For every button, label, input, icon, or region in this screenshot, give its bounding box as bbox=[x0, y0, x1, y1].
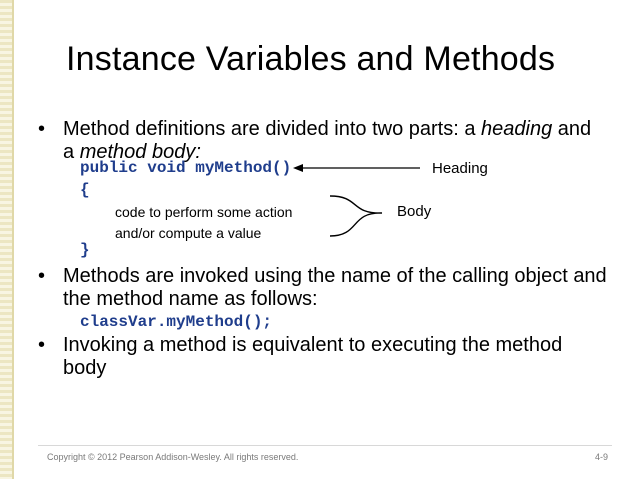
code-body-line-1: code to perform some action bbox=[115, 204, 293, 220]
code-body-line-2: and/or compute a value bbox=[115, 225, 262, 241]
bullet-marker: • bbox=[38, 265, 46, 287]
body-brace-icon bbox=[330, 196, 382, 236]
emphasis-method-body: method body: bbox=[79, 141, 201, 163]
body-label: Body bbox=[397, 203, 432, 220]
bullet-text bbox=[63, 265, 623, 311]
code-open-brace: { bbox=[80, 181, 90, 199]
bullet-marker: • bbox=[38, 334, 46, 356]
emphasis-heading: heading bbox=[481, 118, 553, 140]
bullet-text-line: body bbox=[63, 357, 107, 379]
heading-arrow-head bbox=[293, 164, 303, 172]
bullet-text bbox=[63, 334, 623, 380]
heading-label: Heading bbox=[432, 160, 488, 177]
bullet-text-line: the method name as follows: bbox=[63, 288, 318, 310]
footer-page-number: 4-9 bbox=[594, 452, 608, 462]
bullet-marker: • bbox=[38, 118, 46, 140]
bullet-text-part: and bbox=[552, 118, 592, 140]
footer-copyright: Copyright © 2012 Pearson Addison-Wesley. All rights reserved. bbox=[47, 452, 299, 462]
slide-title: Instance Variables and Methods bbox=[66, 40, 556, 78]
bullet-text-line: Methods are invoked using the name of the calling object and bbox=[63, 265, 607, 287]
bullet-text-part: Method definitions are divided into two parts: a bbox=[63, 118, 482, 140]
footer-divider bbox=[38, 445, 612, 446]
code-heading-line: public void myMethod() bbox=[80, 159, 292, 177]
code-close-brace: } bbox=[80, 241, 90, 259]
bullet-text-part: a bbox=[63, 141, 80, 163]
invoke-code: classVar.myMethod(); bbox=[80, 313, 273, 331]
bullet-text-line: Invoking a method is equivalent to executing the method bbox=[63, 334, 563, 356]
